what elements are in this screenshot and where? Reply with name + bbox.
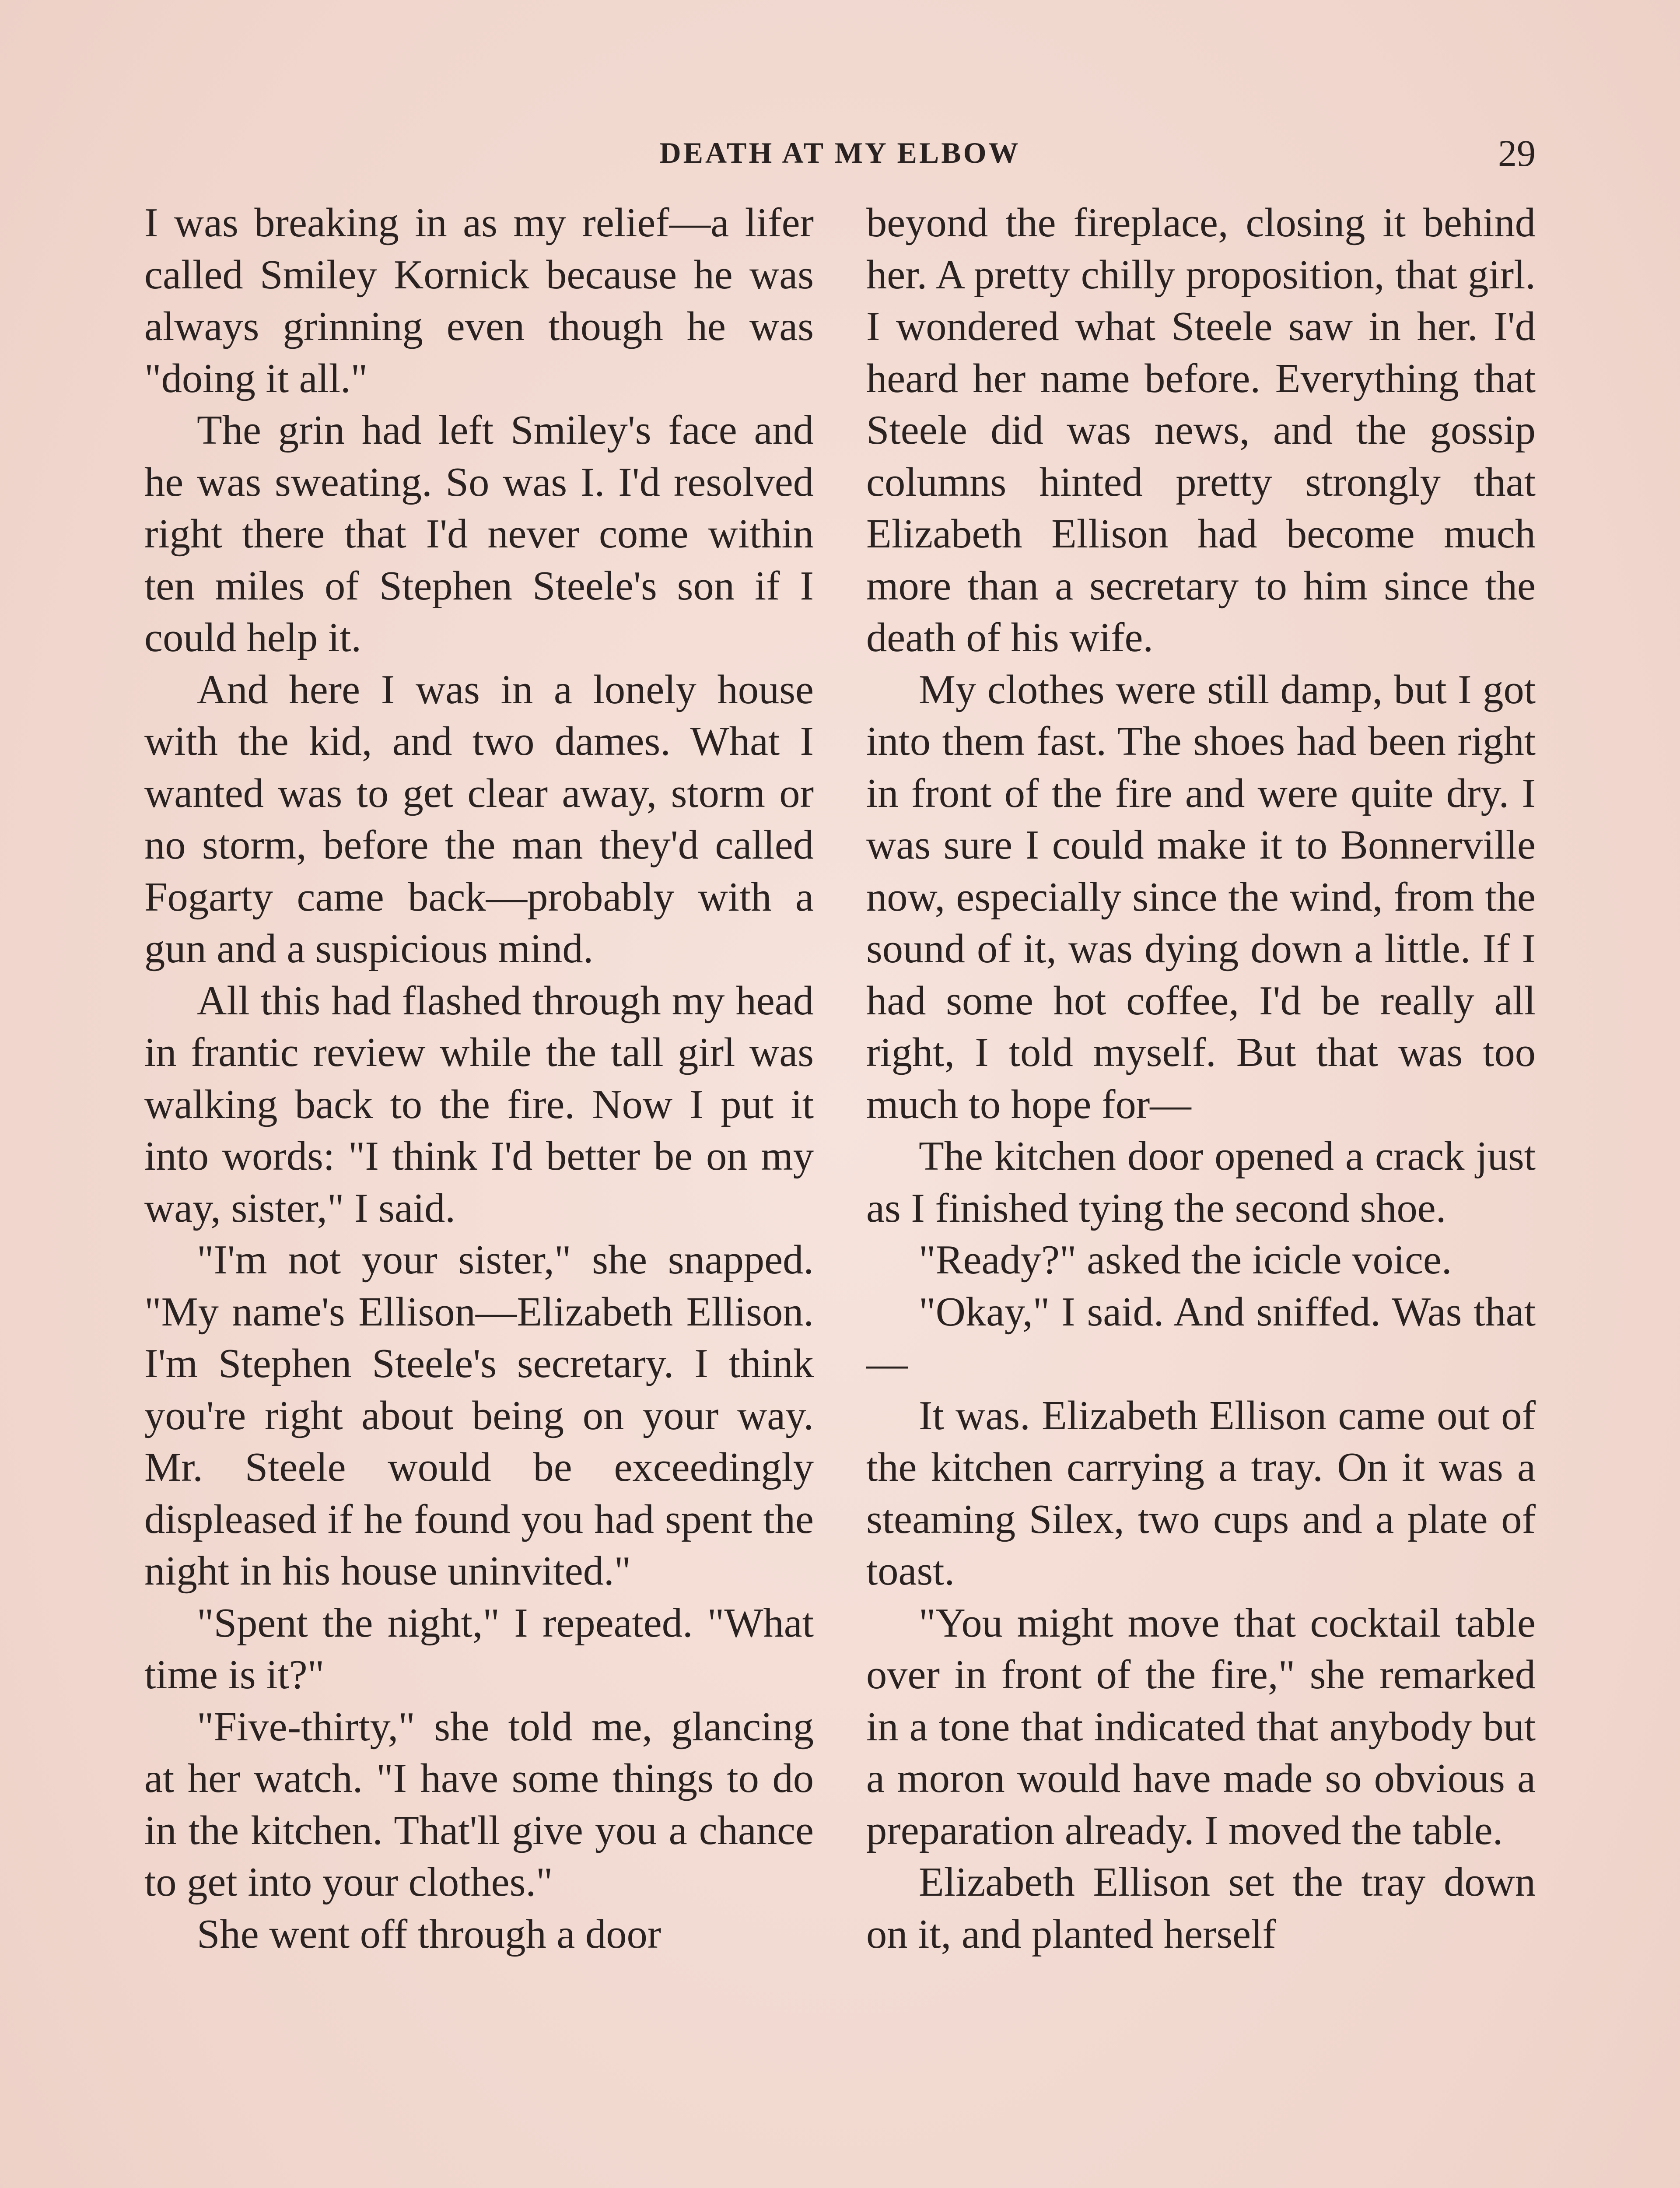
paragraph: "Okay," I said. And sniffed. Was that— [866, 1289, 1536, 1386]
paragraph: My clothes were still damp, but I got into them fast. The shoes had been right in front of the fire and were quite dry. I was sure I could make it to Bonnerville now, especially since the wind, from the sound of it, was dying down a little. If I had some hot coffee, I'd be really all right, I told myself. But that was too much to hope for— [866, 666, 1536, 1127]
paragraph: I was breaking in as my relief—a lifer called Smiley Kornick because he was always grinning even though he was "doing it all." [144, 200, 814, 401]
right-column [866, 197, 1536, 1960]
paragraph: The grin had left Smiley's face and he was sweating. So was I. I'd resolved right there that I'd never come within ten miles of Stephen Steele's son if I could help it. [144, 407, 814, 660]
page-header [144, 131, 1536, 184]
left-column [144, 197, 814, 1960]
running-head: DEATH AT MY ELBOW [659, 136, 1021, 169]
paragraph: "You might move that cocktail table over in front of the fire," she remarked in a tone that indicated that anybody but a moron would have made so obvious a preparation already. I moved the table. [866, 1600, 1536, 1853]
paragraph: beyond the fireplace, closing it behind her. A pretty chilly proposition, that girl. I wondered what Steele saw in her. I'd heard her name before. Everything that Steele did was news, and the gossip columns hinted pretty strongly that Elizabeth Ellison had become much more than a secretary to him since the death of his wife. [866, 200, 1536, 660]
paragraph: "Five-thirty," she told me, glancing at her watch. "I have some things to do in the kitchen. That'll give you a chance to get into your clothes." [144, 1704, 814, 1905]
paragraph: Elizabeth Ellison set the tray down on it, and planted herself [866, 1859, 1536, 1957]
paragraph: "Ready?" asked the icicle voice. [919, 1237, 1452, 1283]
paragraph: "Spent the night," I repeated. "What time is it?" [144, 1600, 814, 1697]
paragraph: All this had flashed through my head in frantic review while the tall girl was walking back to the fire. Now I put it into words: "I think I'd better be on my way, sister," I said. [144, 978, 814, 1231]
paragraph: "I'm not your sister," she snapped. "My name's Ellison—Elizabeth Ellison. I'm Stephen Steele's secretary. I think you're right about being on your way. Mr. Steele would be exceedingly displeased if he found you had spent the night in his house uninvited." [144, 1237, 814, 1594]
paragraph: And here I was in a lonely house with the kid, and two dames. What I wanted was to get clear away, storm or no storm, before the man they'd called Fogarty came back—probably with a gun and a suspicious mind. [144, 666, 814, 971]
paragraph: She went off through a door [197, 1911, 662, 1957]
paragraph: The kitchen door opened a crack just as I finished tying the second shoe. [866, 1133, 1536, 1231]
page-number: 29 [1498, 132, 1536, 174]
paragraph: It was. Elizabeth Ellison came out of the kitchen carrying a tray. On it was a steaming Silex, two cups and a plate of toast. [866, 1392, 1536, 1594]
